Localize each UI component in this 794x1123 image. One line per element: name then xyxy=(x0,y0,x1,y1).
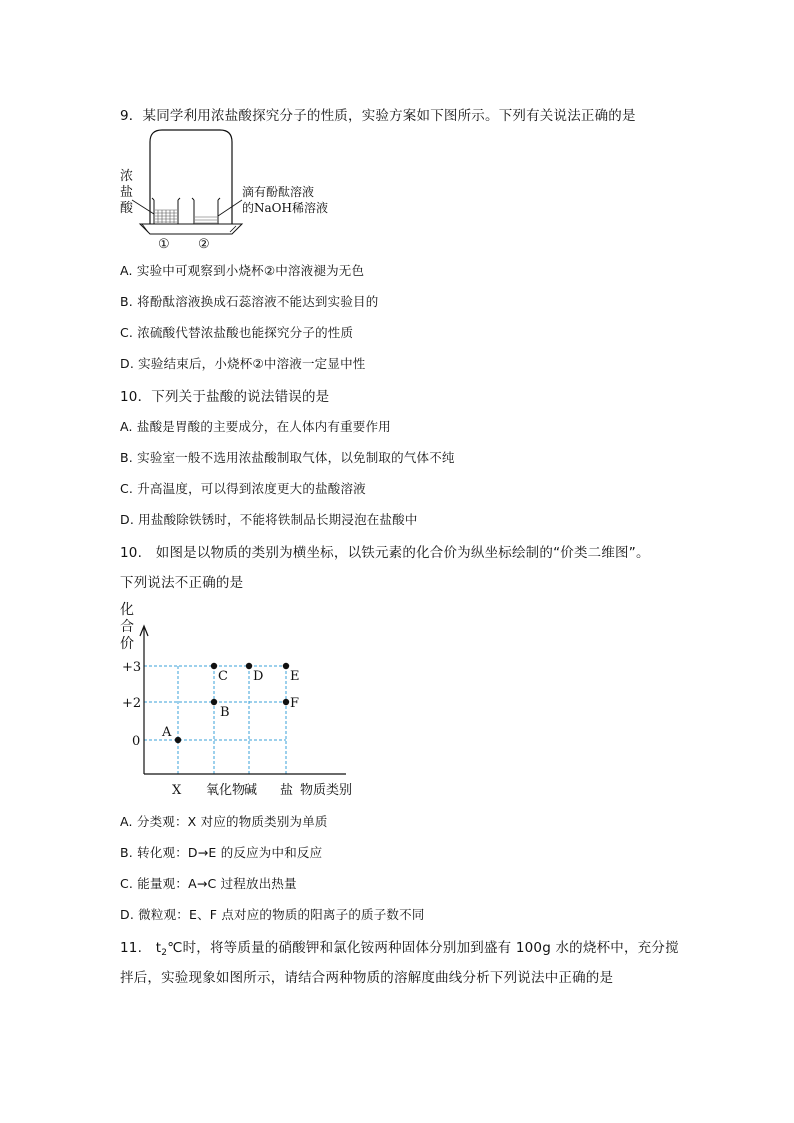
q10b-option-d: D. 微粒观：E、F 点对应的物质的阳离子的质子数不同 xyxy=(120,907,425,922)
q9-right-label-2: 的NaOH稀溶液 xyxy=(242,201,328,215)
y-axis-label-3: 价 xyxy=(120,636,134,652)
q9-stem: 9．某同学利用浓盐酸探究分子的性质，实验方案如下图所示。下列有关说法正确的是 xyxy=(120,108,636,124)
q10b-option-b: B. 转化观：D→E 的反应为中和反应 xyxy=(120,845,323,860)
q9-option-b: B. 将酚酞溶液换成石蕊溶液不能达到实验目的 xyxy=(120,294,379,309)
q9-left-label-2: 盐 xyxy=(120,185,134,200)
point-label-F: F xyxy=(290,696,300,711)
x-axis-label: 物质类别 xyxy=(300,783,353,798)
x-tick-label-1: 氧化物 xyxy=(206,783,246,798)
point-D xyxy=(246,663,252,669)
q11-stem-text: ℃时，将等质量的硝酸钾和氯化铵两种固体分别加到盛有 100g 水的烧杯中，充分搅 xyxy=(167,940,679,956)
valence-class-chart xyxy=(114,598,374,803)
point-E xyxy=(283,663,289,669)
q10b-stem-line1: 10. 如图是以物质的类别为横坐标，以铁元素的化合价为纵坐标绘制的“价类二维图”。 xyxy=(120,545,650,561)
q9-option-c: C. 浓硫酸代替浓盐酸也能探究分子的性质 xyxy=(120,325,354,340)
y-tick-label-1: +2 xyxy=(122,696,142,711)
point-label-A: A xyxy=(162,725,172,740)
y-axis-label-1: 化 xyxy=(120,602,134,618)
q10a-option-c: C. 升高温度，可以得到浓度更大的盐酸溶液 xyxy=(120,481,366,496)
q9-left-label-1: 浓 xyxy=(120,169,134,184)
y-tick-label-2: 0 xyxy=(132,734,141,749)
point-F xyxy=(283,699,289,705)
point-C xyxy=(211,663,217,669)
point-A xyxy=(175,737,181,743)
point-B xyxy=(211,699,217,705)
q10a-option-a: A. 盐酸是胃酸的主要成分，在人体内有重要作用 xyxy=(120,419,391,434)
point-label-D: D xyxy=(253,669,264,684)
q10a-stem: 10．下列关于盐酸的说法错误的是 xyxy=(120,389,330,405)
q10b-option-a: A. 分类观：X 对应的物质类别为单质 xyxy=(120,814,328,829)
point-label-C: C xyxy=(218,669,228,684)
point-label-E: E xyxy=(290,669,300,684)
y-axis-label-2: 合 xyxy=(120,619,134,635)
q10a-option-b: B. 实验室一般不选用浓盐酸制取气体，以免制取的气体不纯 xyxy=(120,450,455,465)
x-tick-label-3: 盐 xyxy=(280,783,294,798)
q11-number: 11. t xyxy=(120,940,162,956)
q9-right-label-1: 滴有酚酞溶液 xyxy=(242,185,315,199)
q11-stem-line2: 拌后，实验现象如图所示，请结合两种物质的溶解度曲线分析下列说法中正确的是 xyxy=(120,970,614,986)
q9-beaker-label-2: ② xyxy=(198,237,210,252)
x-tick-label-0: X xyxy=(172,783,182,798)
q9-left-label-3: 酸 xyxy=(120,201,134,216)
q9-option-d: D. 实验结束后，小烧杯②中溶液一定显中性 xyxy=(120,356,366,371)
q10a-option-d: D. 用盐酸除铁锈时，不能将铁制品长期浸泡在盐酸中 xyxy=(120,512,418,527)
q11-stem-line1 xyxy=(120,936,679,958)
q9-beaker-label-1: ① xyxy=(158,237,170,252)
q9-apparatus-diagram xyxy=(118,128,358,252)
point-label-B: B xyxy=(220,705,230,720)
q11-subscript: 2 xyxy=(161,948,168,958)
q9-figure xyxy=(118,128,358,252)
q9-option-a: A. 实验中可观察到小烧杯②中溶液褪为无色 xyxy=(120,263,365,278)
q10b-stem-line2: 下列说法不正确的是 xyxy=(120,575,244,591)
x-tick-label-2: 碱 xyxy=(244,783,258,798)
y-tick-label-0: +3 xyxy=(122,660,142,675)
q10b-option-c: C. 能量观：A→C 过程放出热量 xyxy=(120,876,297,891)
valence-class-chart-svg xyxy=(114,598,374,803)
